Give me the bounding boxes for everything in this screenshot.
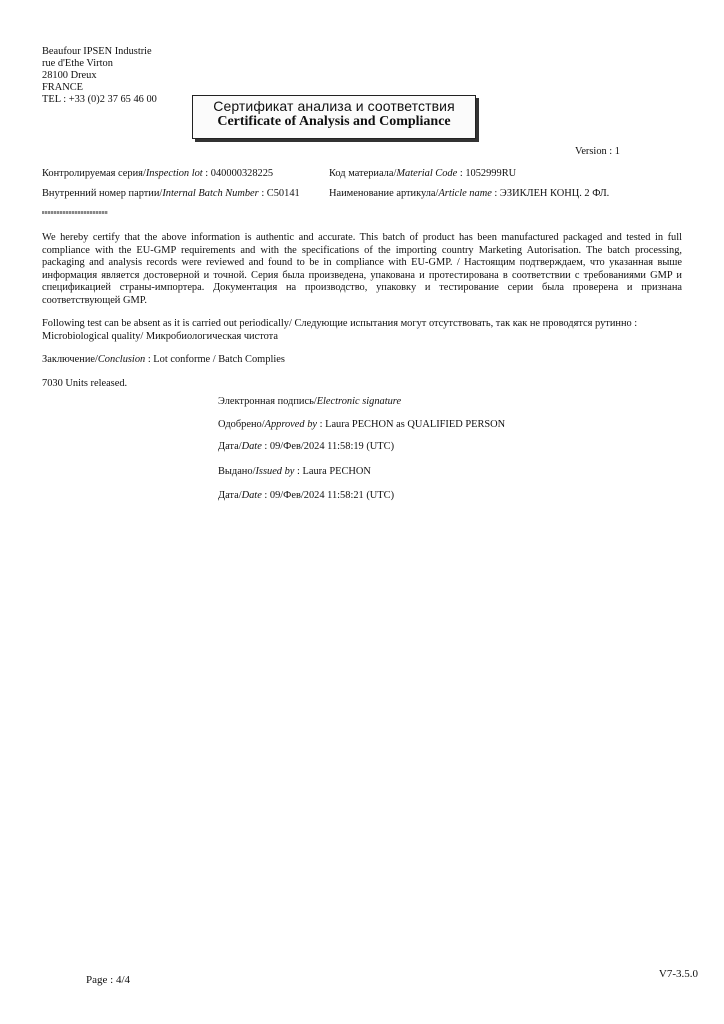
material-code-value: : 1052999RU xyxy=(457,168,517,179)
approved-by-value: : Laura PECHON as QUALIFIED PERSON xyxy=(317,419,506,430)
certificate-title-box xyxy=(192,95,476,139)
issued-by-field: Выдано/Issued by : Laura PECHON xyxy=(218,466,371,477)
inspection-lot-field: Контролируемая серия/Inspection lot : 040000328225 xyxy=(42,168,274,179)
address-line: rue d'Ethe Virton xyxy=(42,58,113,69)
batch-number-value: : C50141 xyxy=(258,188,300,199)
batch-number-field: Внутренний номер партии/Internal Batch Number : C50141 xyxy=(42,188,300,199)
address-line: Beaufour IPSEN Industrie xyxy=(42,46,152,57)
address-line: FRANCE xyxy=(42,82,83,93)
article-name-value: : ЭЗИКЛЕН КОНЦ. 2 ФЛ. xyxy=(491,188,610,199)
issued-by-value: : Laura PECHON xyxy=(294,466,371,477)
page-number: Page : 4/4 xyxy=(86,974,130,986)
conclusion-field: Заключение/Conclusion : Lot conforme / Batch Complies xyxy=(42,354,285,365)
units-released: 7030 Units released. xyxy=(42,378,128,389)
address-line: 28100 Dreux xyxy=(42,70,97,81)
approval-date-field: Дата/Date : 09/Фев/2024 11:58:19 (UTC) xyxy=(218,441,395,452)
title-english: Certificate of Analysis and Compliance xyxy=(217,113,451,129)
issue-date-value: : 09/Фев/2024 11:58:21 (UTC) xyxy=(261,490,395,501)
periodic-tests-note: Following test can be absent as it is carried out periodically/ Следующие испытания могут отсутствовать, так как не проводятся рутинно : Microbiological quality/ Микробиологическая чистота xyxy=(42,318,682,343)
issue-date-field: Дата/Date : 09/Фев/2024 11:58:21 (UTC) xyxy=(218,490,395,501)
electronic-signature-label: Электронная подпись/Electronic signature xyxy=(218,396,402,407)
certification-statement: We hereby certify that the above information is authentic and accurate. This batch of product has been manufactured packaged and tested in full compliance with the EU-GMP requirements and with the specifications of the importing country Marketing Autorisation. The batch processing, packaging and analysis records were reviewed and found to be in compliance with EU-GMP. / Настоящим подтверждаем, что указанная выше информация является достоверной и точной. Серия была произведена, упакована и протестирована в соответствии с требованиями GMP и спецификацией страны-импортера. Документация на производство, упаковку и тестирование серии была проверена и признана соответствующей GMP. xyxy=(42,232,682,306)
approved-by-field: Одобрено/Approved by : Laura PECHON as QUALIFIED PERSON xyxy=(218,419,506,430)
title-russian: Сертификат анализа и соответствия xyxy=(213,98,455,114)
scan-artifact-line xyxy=(42,211,108,214)
address-line: TEL : +33 (0)2 37 65 46 00 xyxy=(42,94,157,105)
company-address xyxy=(42,46,157,106)
approval-date-value: : 09/Фев/2024 11:58:19 (UTC) xyxy=(261,441,395,452)
article-name-field: Наименование артикула/Article name : ЭЗИКЛЕН КОНЦ. 2 ФЛ. xyxy=(329,188,610,199)
periodic-test-item: Microbiological quality/ Микробиологическая чистота xyxy=(42,330,278,342)
document-version: V7-3.5.0 xyxy=(658,968,698,980)
material-code-field: Код материала/Material Code : 1052999RU xyxy=(329,168,517,179)
version-label: Version : 1 xyxy=(574,146,620,157)
inspection-lot-value: : 040000328225 xyxy=(202,168,274,179)
conclusion-value: : Lot conforme / Batch Complies xyxy=(145,354,285,365)
